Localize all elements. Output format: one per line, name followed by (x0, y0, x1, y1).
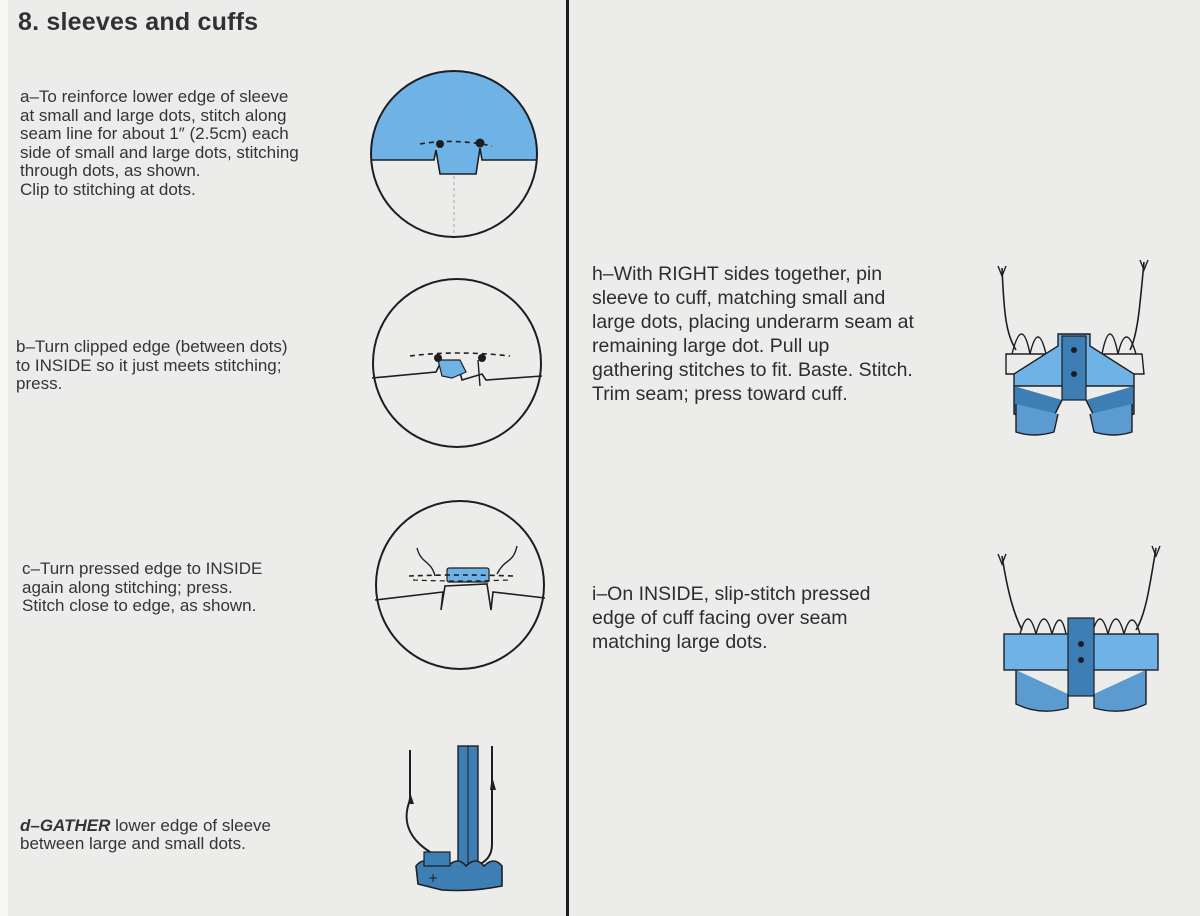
step-d-lead: d–GATHER (20, 815, 111, 835)
step-a-figure (368, 68, 540, 240)
step-c-figure (373, 498, 547, 672)
step-a-text: a–To reinforce lower edge of sleeve at small and large dots, stitch along seam line for about 1″ (2.5cm) each side of small and large dots, stitching through dots, as shown. Clip to stitching at dots. (20, 87, 299, 199)
step-h-figure (994, 254, 1154, 444)
page-edge (0, 0, 8, 916)
step-h-text: h–With RIGHT sides together, pin sleeve to cuff, matching small and large dots, placing underarm seam at remaining large dot. Pull up gathering stitches to fit. Baste. Stitch. Trim seam; press toward cuff. (592, 263, 914, 405)
step-i-text: i–On INSIDE, slip-stitch pressed edge of cuff facing over seam matching large dots. (592, 583, 871, 653)
step-d-figure (402, 740, 512, 900)
svg-text:+: + (428, 871, 439, 885)
column-divider (566, 0, 569, 916)
section-title: 8. sleeves and cuffs (18, 8, 259, 36)
step-c-text: c–Turn pressed edge to INSIDE again along stitching; press. Stitch close to edge, as shown. (22, 559, 263, 615)
step-d-rest: lower edge of sleeve between large and small dots. (20, 815, 272, 853)
step-b-text: b–Turn clipped edge (between dots) to INSIDE so it just meets stitching; press. (16, 337, 288, 393)
step-d-text (20, 798, 271, 854)
step-b-figure (370, 276, 544, 450)
step-i-figure (996, 544, 1166, 730)
